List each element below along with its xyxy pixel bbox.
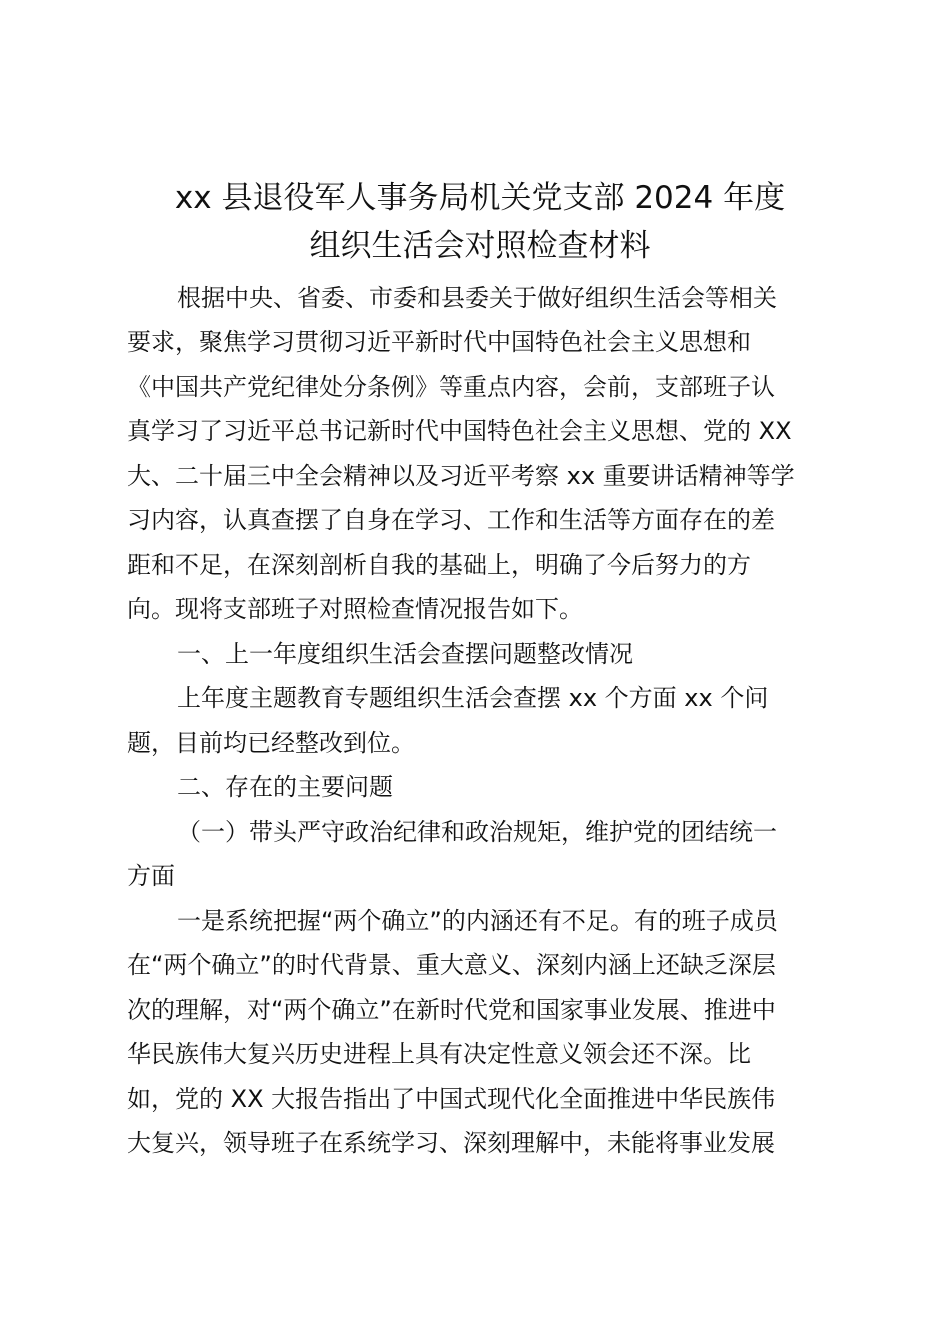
paragraph-line: 如，党的 XX 大报告指出了中国式现代化全面推进中华民族伟 <box>127 1085 776 1113</box>
subsection-heading: 方面 <box>127 862 175 890</box>
paragraph-line: 华民族伟大复兴历史进程上具有决定性意义领会还不深。比 <box>127 1040 751 1068</box>
paragraph-line: 向。现将支部班子对照检查情况报告如下。 <box>127 595 583 623</box>
paragraph-line: 《中国共产党纪律处分条例》等重点内容，会前，支部班子认 <box>127 373 775 401</box>
paragraph-line: 根据中央、省委、市委和县委关于做好组织生活会等相关 <box>177 284 777 312</box>
paragraph-line: 题，目前均已经整改到位。 <box>127 729 415 757</box>
subsection-heading: （一）带头严守政治纪律和政治规矩，维护党的团结统一 <box>177 818 777 846</box>
paragraph-line: 次的理解，对“两个确立”在新时代党和国家事业发展、推进中 <box>127 996 776 1024</box>
paragraph-line: 上年度主题教育专题组织生活会查摆 xx 个方面 xx 个问 <box>177 684 769 712</box>
paragraph-line: 大、二十届三中全会精神以及习近平考察 xx 重要讲话精神等学 <box>127 462 795 490</box>
paragraph-line: 习内容，认真查摆了自身在学习、工作和生活等方面存在的差 <box>127 506 775 534</box>
paragraph-line: 一是系统把握“两个确立”的内涵还有不足。有的班子成员 <box>177 907 778 935</box>
paragraph-line: 真学习了习近平总书记新时代中国特色社会主义思想、党的 XX <box>127 417 792 445</box>
paragraph-line: 距和不足，在深刻剖析自我的基础上，明确了今后努力的方 <box>127 551 751 579</box>
paragraph-line: 大复兴，领导班子在系统学习、深刻理解中，未能将事业发展 <box>127 1129 775 1157</box>
section-heading: 一、上一年度组织生活会查摆问题整改情况 <box>177 640 633 668</box>
document-title-line-1: xx 县退役军人事务局机关党支部 2024 年度 <box>174 180 786 216</box>
paragraph-line: 要求，聚焦学习贯彻习近平新时代中国特色社会主义思想和 <box>127 328 751 356</box>
document-title-line-2: 组织生活会对照检查材料 <box>309 228 651 264</box>
paragraph-line: 在“两个确立”的时代背景、重大意义、深刻内涵上还缺乏深层 <box>127 951 776 979</box>
section-heading: 二、存在的主要问题 <box>177 773 393 801</box>
